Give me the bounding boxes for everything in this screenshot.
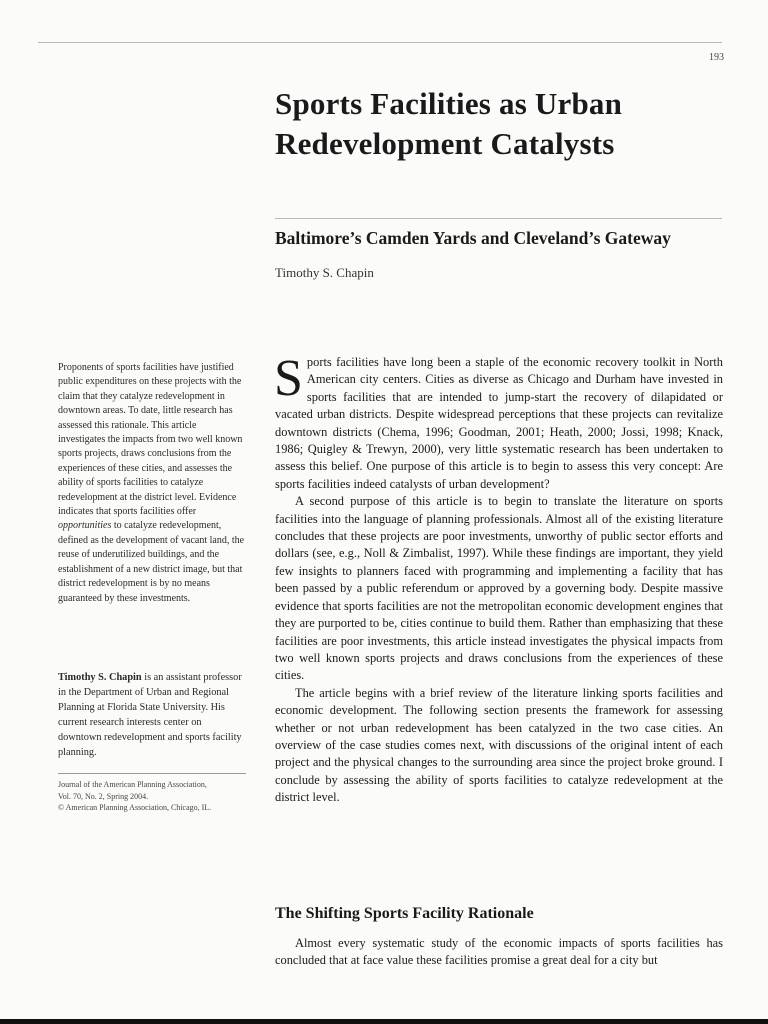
journal-citation xyxy=(58,779,246,814)
top-rule xyxy=(38,42,722,43)
body-paragraph-2: A second purpose of this article is to begin to translate the literature on sports facilities into the language of planning professionals. Almost all of the existing literature concludes that these projects are poor investments, unworthy of public sector efforts and dollars (see, e.g., Noll & Zimbalist, 1997). While these findings are important, they yield few insights to planners faced with programming and implementing a facility that has been passed by a public referendum or approved by a governing body. Despite massive evidence that sports facilities are not the metropolitan economic development engines that they are purported to be, cities continue to build them. Rather than emphasizing that these facilities are poor investments, this article instead investigates the physical impacts from two well known sports projects and draws conclusions from the experiences of these cities. xyxy=(275,494,723,683)
bio-name: Timothy S. Chapin xyxy=(58,672,142,683)
citation-line-1: Journal of the American Planning Association, xyxy=(58,780,207,789)
body-paragraph-3: The article begins with a brief review of the literature linking sports facilities and economic development. The following section presents the framework for assessing whether or not urban redevelopment has been catalyzed in the two case cities. An overview of the case studies comes next, with discussions of the original intent of each project and the physical changes to the surrounding area since the project broke ground. I conclude by assessing the ability of sports facilities to catalyze redevelopment at the district level. xyxy=(275,685,723,805)
citation-line-3: © American Planning Association, Chicago, IL. xyxy=(58,803,212,812)
subtitle-rule xyxy=(275,218,722,219)
section-paragraph-1: Almost every systematic study of the economic impacts of sports facilities has concluded that at face value these facilities promise a great deal for a city but xyxy=(275,936,723,968)
article-subtitle: Baltimore’s Camden Yards and Cleveland’s Gateway xyxy=(275,228,671,248)
abstract-text-1: Proponents of sports facilities have justified public expenditures on these projects with the claim that they catalyze redevelopment in downtown areas. To date, little research has assessed this rationale. This article investigates the impacts from two well known sports projects, draws conclusions from the experiences of these cities, and assesses the ability of sports facilities to catalyze redevelopment at the district level. Evidence indicates that sports facilities offer xyxy=(58,362,243,518)
author-name: Timothy S. Chapin xyxy=(275,265,374,280)
citation-rule xyxy=(58,773,246,774)
section-body xyxy=(275,935,723,970)
bio-text: is an assistant professor in the Department of Urban and Regional Planning at Florida State University. His current research interests center on downtown redevelopment and sports facility planning. xyxy=(58,672,242,758)
bottom-border xyxy=(0,1019,768,1024)
abstract xyxy=(58,361,246,606)
page-number: 193 xyxy=(709,52,724,63)
body-paragraph-1 xyxy=(274,350,723,493)
abstract-text-2: to catalyze redevelopment, defined as the development of vacant land, the reuse of underutilized buildings, and the establishment of a new district image, but that district redevelopment is by no means guaranteed by these investments. xyxy=(58,520,245,604)
drop-cap: S xyxy=(274,350,303,407)
section-heading: The Shifting Sports Facility Rationale xyxy=(275,905,534,922)
author-bio xyxy=(58,670,246,760)
abstract-emphasis: opportunities xyxy=(58,520,112,532)
citation-line-2: Vol. 70, No. 2, Spring 2004. xyxy=(58,791,149,801)
body-paragraph-1-text: ports facilities have long been a staple of the economic recovery toolkit in North American city centers. Cities as diverse as Chicago and Durham have invested in sports facilities that are intended to jump-start the recovery of dilapidated or vacated urban districts. Despite widespread perceptions that these projects can revitalize downtown districts (Chema, 1996; Goodman, 2001; Heath, 2000; Jossi, 1998; Knack, 1986; Quigley & Trewyn, 2000), very little systematic research has been undertaken to assess this belief. One purpose of this article is to begin to assess this very concept: Are sports facilities indeed catalysts of urban development? xyxy=(275,355,723,491)
body-text xyxy=(274,350,723,807)
article-title: Sports Facilities as Urban Redevelopment Catalysts xyxy=(275,86,623,161)
